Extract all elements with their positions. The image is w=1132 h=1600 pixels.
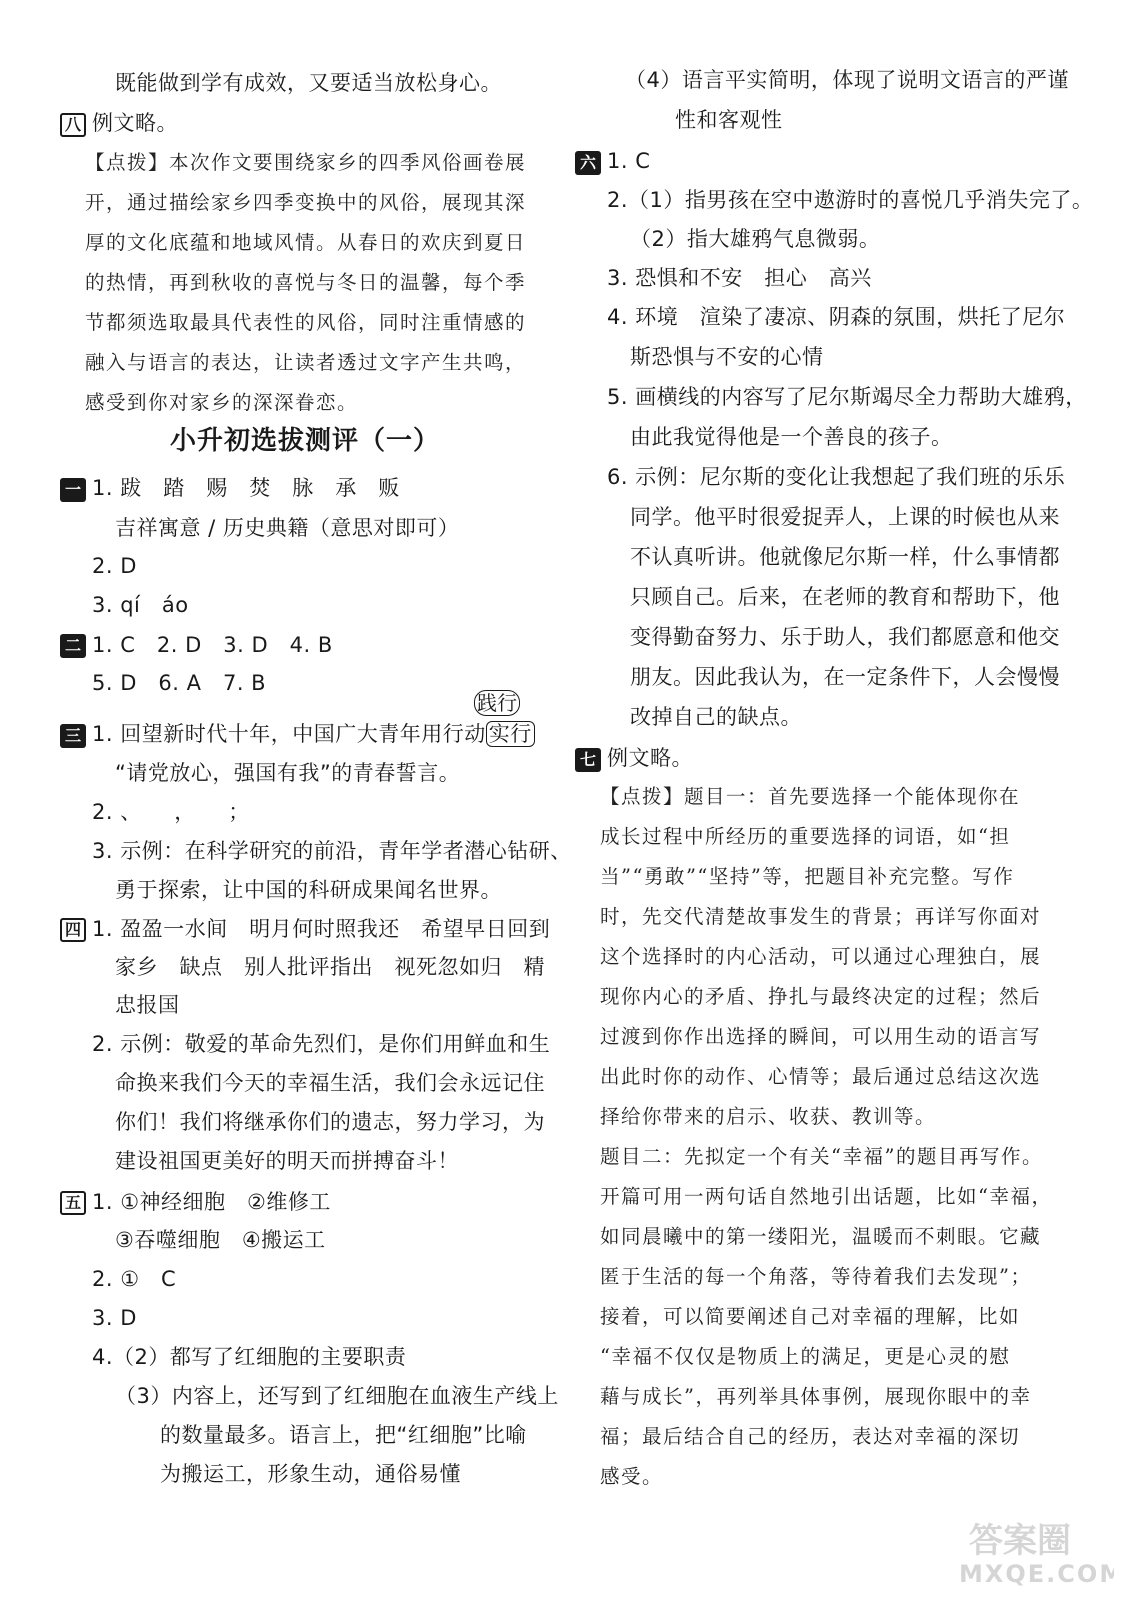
tip-line: 出此时你的动作、心情等；最后通过总结这次选: [600, 1065, 1042, 1088]
watermark-text: 答案圈: [969, 1521, 1071, 1561]
answer-line: （4）语言平实简明，体现了说明文语言的严谨: [625, 68, 1069, 92]
answer-line: 3. qí áo: [92, 593, 189, 617]
answer-line: 1. C: [607, 149, 651, 173]
tip-line: 福；最后结合自己的经历，表达对幸福的深切: [600, 1425, 1021, 1448]
tip-line: 当”“勇敢”“坚持”等，把题目补充完整。写作: [600, 865, 1015, 888]
answer-line: 同学。他平时很爱捉弄人，上课的时候也从来: [630, 505, 1060, 529]
answer-line: “请党放心，强国有我”的青春誓言。: [115, 761, 461, 785]
tip-line: 【点拨】题目一：首先要选择一个能体现你在: [600, 785, 1021, 808]
answer-line: 变得勤奋努力、乐于助人，我们都愿意和他交: [630, 625, 1060, 649]
answer-line: 的数量最多。语言上，把“红细胞”比喻: [160, 1423, 527, 1447]
section-marker-8: 八: [60, 113, 86, 137]
tip-line: 开篇可用一两句话自然地引出话题，比如“幸福，: [600, 1185, 1053, 1208]
tip-line: 如同晨曦中的第一缕阳光，温暖而不刺眼。它藏: [600, 1225, 1042, 1248]
tip-line: 感受。: [600, 1465, 664, 1488]
tip-line: 择给你带来的启示、收获、教训等。: [600, 1105, 937, 1128]
tip-line: 现你内心的矛盾、挣扎与最终决定的过程；然后: [600, 985, 1042, 1008]
answer-line: 吉祥寓意 / 历史典籍（意思对即可）: [115, 516, 460, 540]
answer-line: 1. 盈盈一水间 明月何时照我还 希望早日回到: [92, 917, 551, 941]
answer-line: （2）指大雄鸦气息微弱。: [630, 227, 881, 251]
section-marker-7: 七: [575, 748, 601, 772]
answer-line: 例文略。: [92, 111, 178, 135]
tip-line: “幸福不仅仅是物质上的满足，更是心灵的慰: [600, 1345, 1011, 1368]
section-marker-6: 六: [575, 151, 601, 175]
answer-line: 1. ①神经细胞 ②维修工: [92, 1190, 331, 1214]
section-title: 小升初选拔测评（一）: [170, 426, 441, 456]
answer-line: 2. D: [92, 554, 137, 578]
answer-line: 家乡 缺点 别人批评指出 视死忽如归 精: [115, 955, 545, 979]
answer-line: 建设祖国更美好的明天而拼搏奋斗！: [115, 1149, 459, 1173]
answer-line: ③吞噬细胞 ④搬运工: [115, 1228, 326, 1252]
answer-line: 4. 环境 渲染了凄凉、阴森的氛围，烘托了尼尔: [607, 305, 1066, 329]
tip-line: 开，通过描绘家乡四季变换中的风俗，展现其深: [85, 191, 527, 214]
tip-line: 匿于生活的每一个角落，等待着我们去发现”；: [600, 1265, 1032, 1288]
tip-line: 感受到你对家乡的深深眷恋。: [85, 391, 359, 414]
answer-line: 4.（2）都写了红细胞的主要职责: [92, 1345, 407, 1369]
section-marker-2: 二: [60, 634, 86, 658]
answer-line: 2. 示例：敬爱的革命先烈们，是你们用鲜血和生: [92, 1032, 551, 1056]
answer-line: 1. C 2. D 3. D 4. B: [92, 633, 333, 657]
tip-line: 节都须选取最具代表性的风俗，同时注重情感的: [85, 311, 527, 334]
answer-line: 既能做到学有成效，又要适当放松身心。: [115, 71, 502, 95]
answer-line: 为搬运工，形象生动，通俗易懂: [160, 1462, 461, 1486]
answer-line: 3. 恐惧和不安 担心 高兴: [607, 266, 872, 290]
answer-line: 3. D: [92, 1306, 137, 1330]
tip-line: 时，先交代清楚故事发生的背景；再详写你面对: [600, 905, 1042, 928]
section-marker-3: 三: [60, 724, 86, 748]
correction-word: 践行: [474, 690, 520, 716]
answer-line: 你们！我们将继承你们的遗志，努力学习，为: [115, 1110, 545, 1134]
answer-line: 只顾自己。后来，在老师的教育和帮助下，他: [630, 585, 1060, 609]
answer-line: 勇于探索，让中国的科研成果闻名世界。: [115, 878, 502, 902]
tip-line: 成长过程中所经历的重要选择的词语，如“担: [600, 825, 1011, 848]
answer-line: 忠报国: [115, 993, 180, 1017]
answer-line: 2. ① C: [92, 1267, 177, 1291]
answer-line: 2.（1）指男孩在空中遨游时的喜悦几乎消失完了。: [607, 188, 1094, 212]
answer-line: 5. 画横线的内容写了尼尔斯竭尽全力帮助大雄鸦，: [607, 385, 1087, 409]
answer-line: 1. 回望新时代十年，中国广大青年用行动 实行: [92, 719, 535, 749]
answer-line: 斯恐惧与不安的心情: [630, 345, 824, 369]
section-marker-4: 四: [60, 918, 86, 942]
tip-line: 厚的文化底蕴和地域风情。从春日的欢庆到夏日: [85, 231, 527, 254]
watermark-url: MXQE.COM: [959, 1560, 1114, 1588]
answer-line: 3. 示例：在科学研究的前沿，青年学者潜心钻研、: [92, 839, 572, 863]
tip-line: 的热情，再到秋收的喜悦与冬日的温馨，每个季: [85, 271, 527, 294]
watermark-logo: [939, 1510, 1114, 1590]
answer-line: 由此我觉得他是一个善良的孩子。: [630, 425, 953, 449]
tip-line: 题目二：先拟定一个有关“幸福”的题目再写作。: [600, 1145, 1043, 1168]
marked-word: 实行: [486, 721, 535, 747]
tip-line: 融入与语言的表达，让读者透过文字产生共鸣，: [85, 351, 527, 374]
answer-line: 改掉自己的缺点。: [630, 705, 802, 729]
answer-line: 例文略。: [607, 746, 693, 770]
watermark-graphic: [939, 1510, 1114, 1590]
tip-line: 过渡到你作出选择的瞬间，可以用生动的语言写: [600, 1025, 1042, 1048]
answer-line: 命换来我们今天的幸福生活，我们会永远记住: [115, 1071, 545, 1095]
answer-line: 2. 、 ， ；: [92, 800, 250, 824]
section-marker-1: 一: [60, 478, 86, 502]
answer-line: 不认真听讲。他就像尼尔斯一样，什么事情都: [630, 545, 1060, 569]
answer-line: 6. 示例：尼尔斯的变化让我想起了我们班的乐乐: [607, 465, 1066, 489]
answer-line: 朋友。因此我认为，在一定条件下，人会慢慢: [630, 665, 1060, 689]
answer-line: 性和客观性: [675, 108, 783, 132]
tip-line: 这个选择时的内心活动，可以通过心理独白，展: [600, 945, 1042, 968]
answer-line: （3）内容上，还写到了红细胞在血液生产线上: [115, 1384, 559, 1408]
tip-line: 藉与成长”，再列举具体事例，展现你眼中的幸: [600, 1385, 1032, 1408]
section-marker-5: 五: [60, 1191, 86, 1215]
tip-line: 接着，可以简要阐述自己对幸福的理解，比如: [600, 1305, 1021, 1328]
tip-line: 【点拨】本次作文要围绕家乡的四季风俗画卷展: [85, 151, 527, 174]
answer-line: 1. 跋 踏 赐 焚 脉 承 贩: [92, 476, 400, 500]
answer-line: 5. D 6. A 7. B: [92, 671, 267, 695]
